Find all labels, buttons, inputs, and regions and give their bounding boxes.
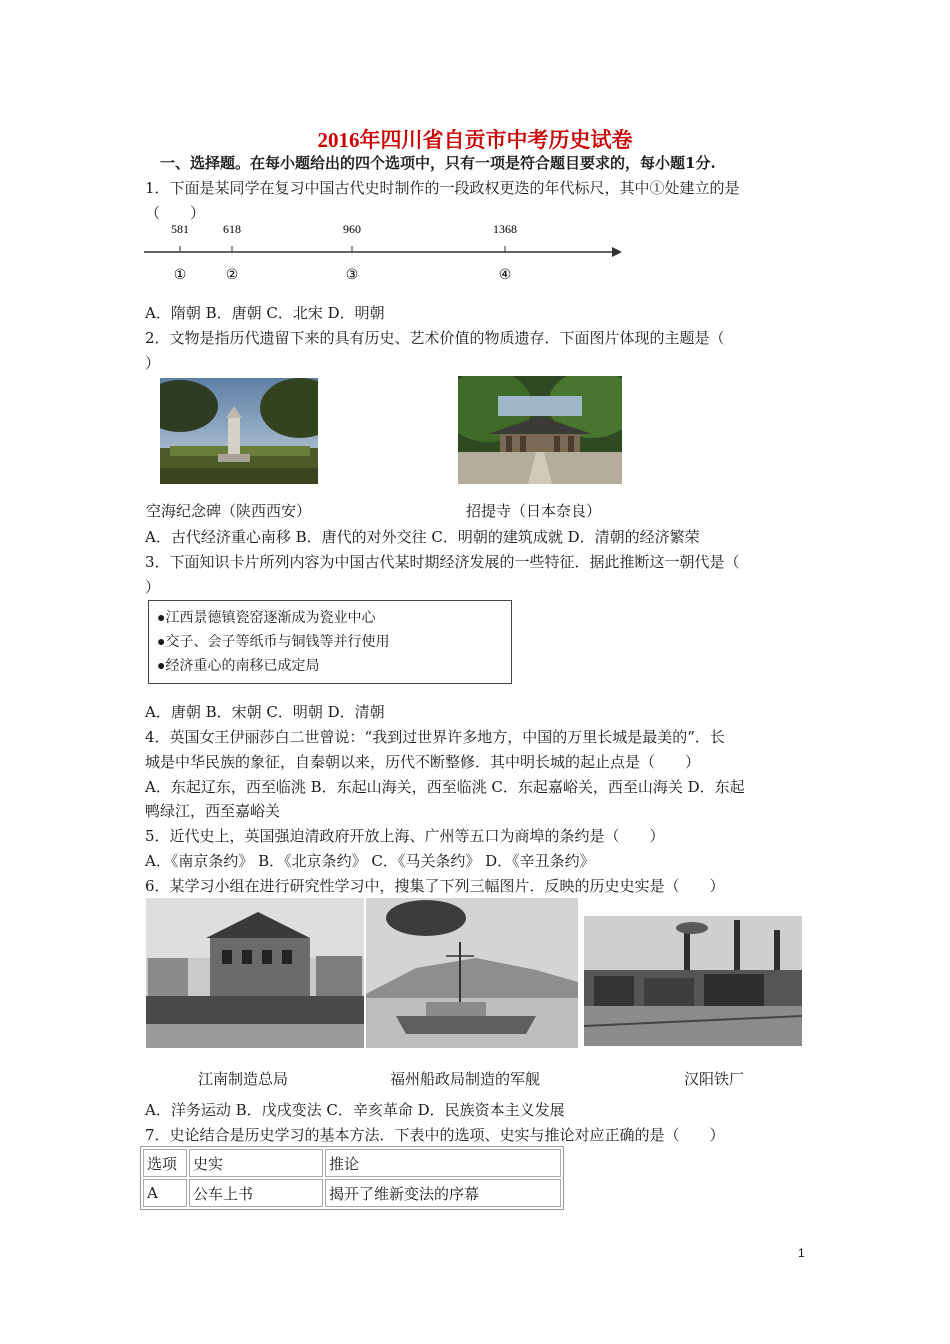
- table-cell: A: [143, 1179, 187, 1207]
- kukai-monument-photo: [160, 378, 318, 484]
- toshodaiji-temple-photo: [458, 376, 622, 484]
- fuzhou-caption: 福州船政局制造的军舰: [390, 1071, 541, 1088]
- q6-options: A．洋务运动 B．戊戌变法 C．辛亥革命 D．民族资本主义发展: [145, 1101, 565, 1119]
- marker-label: ②: [225, 267, 239, 283]
- timeline-ruler: [140, 218, 630, 286]
- year-label: 1368: [493, 222, 517, 236]
- marker-label: ①: [173, 267, 187, 283]
- jiangnan-arsenal-photo: [146, 898, 364, 1048]
- fuzhou-warship-photo: [366, 898, 578, 1048]
- card-item: ●交子、会子等纸币与铜钱等并行使用: [157, 633, 390, 649]
- year-label: 618: [223, 222, 241, 236]
- q3-options: A．唐朝 B．宋朝 C．明朝 D．清朝: [145, 703, 385, 721]
- q6-stem: 6．某学习小组在进行研究性学习中，搜集了下列三幅图片．反映的历史史实是（ ）: [145, 877, 725, 895]
- card-item: ●经济重心的南移已成定局: [157, 657, 320, 673]
- q4-options-line2: 鸭绿江，西至嘉峪关: [145, 802, 281, 820]
- table-cell: 公车上书: [189, 1179, 323, 1207]
- knowledge-card: [148, 600, 512, 684]
- table-header-cell: 选项: [143, 1149, 187, 1177]
- table-header-cell: 史实: [189, 1149, 323, 1177]
- hanyang-caption: 汉阳铁厂: [684, 1071, 745, 1088]
- marker-label: ③: [345, 267, 359, 283]
- card-item: ●江西景德镇瓷窑逐渐成为瓷业中心: [157, 609, 376, 625]
- q1-stem-line2: （ ）: [145, 204, 206, 222]
- table-header-row: [143, 1149, 561, 1177]
- toshodaiji-caption: 招提寺（日本奈良）: [466, 503, 602, 520]
- table-cell: 揭开了维新变法的序幕: [325, 1179, 561, 1207]
- timeline-ticks: [180, 246, 505, 252]
- hanyang-ironworks-photo: [584, 916, 802, 1046]
- history-table: [140, 1146, 564, 1210]
- year-label: 581: [171, 222, 189, 236]
- year-label: 960: [343, 222, 361, 236]
- q3-stem-line1: 3．下面知识卡片所列内容为中国古代某时期经济发展的一些特征．据此推断这一朝代是（: [145, 553, 740, 571]
- section-heading: 一、选择题。在每小题给出的四个选项中，只有一项是符合题目要求的，每小题1分.: [160, 154, 716, 172]
- page-number: 1: [798, 1246, 805, 1260]
- q1-stem-line1: 1．下面是某同学在复习中国古代史时制作的一段政权更迭的年代标尺，其中①处建立的是: [145, 179, 740, 197]
- q4-stem-line1: 4．英国女王伊丽莎白二世曾说：“我到过世界许多地方，中国的万里长城是最美的”．长: [145, 728, 725, 746]
- q2-options: A．古代经济重心南移 B．唐代的对外交往 C．明朝的建筑成就 D．清朝的经济繁荣: [145, 528, 700, 546]
- table-header-cell: 推论: [325, 1149, 561, 1177]
- q4-options-line1: A．东起辽东，西至临洮 B．东起山海关，西至临洮 C．东起嘉峪关，西至山海关 D．东起: [145, 778, 745, 796]
- q4-stem-line2: 城是中华民族的象征，自秦朝以来，历代不断整修．其中明长城的起止点是（ ）: [145, 753, 701, 771]
- kukai-caption: 空海纪念碑（陕西西安）: [146, 503, 312, 520]
- q2-stem-line2: ）: [145, 354, 161, 372]
- exam-title: 2016年四川省自贡市中考历史试卷: [317, 128, 633, 152]
- table-row: [143, 1179, 561, 1207]
- q2-stem-line1: 2．文物是指历代遗留下来的具有历史、艺术价值的物质遗存．下面图片体现的主题是（: [145, 329, 725, 347]
- q5-options: A．《南京条约》 B．《北京条约》 C．《马关条约》 D．《辛丑条约》: [145, 852, 595, 870]
- jiangnan-caption: 江南制造总局: [198, 1071, 289, 1088]
- q7-stem: 7．史论结合是历史学习的基本方法．下表中的选项、史实与推论对应正确的是（ ）: [145, 1126, 725, 1144]
- q5-stem: 5．近代史上，英国强迫清政府开放上海、广州等五口为商埠的条约是（ ）: [145, 827, 665, 845]
- marker-label: ④: [498, 267, 512, 283]
- q3-stem-line2: ）: [145, 578, 161, 596]
- timeline-arrow: [612, 247, 622, 257]
- q1-options: A．隋朝 B．唐朝 C．北宋 D．明朝: [145, 304, 385, 322]
